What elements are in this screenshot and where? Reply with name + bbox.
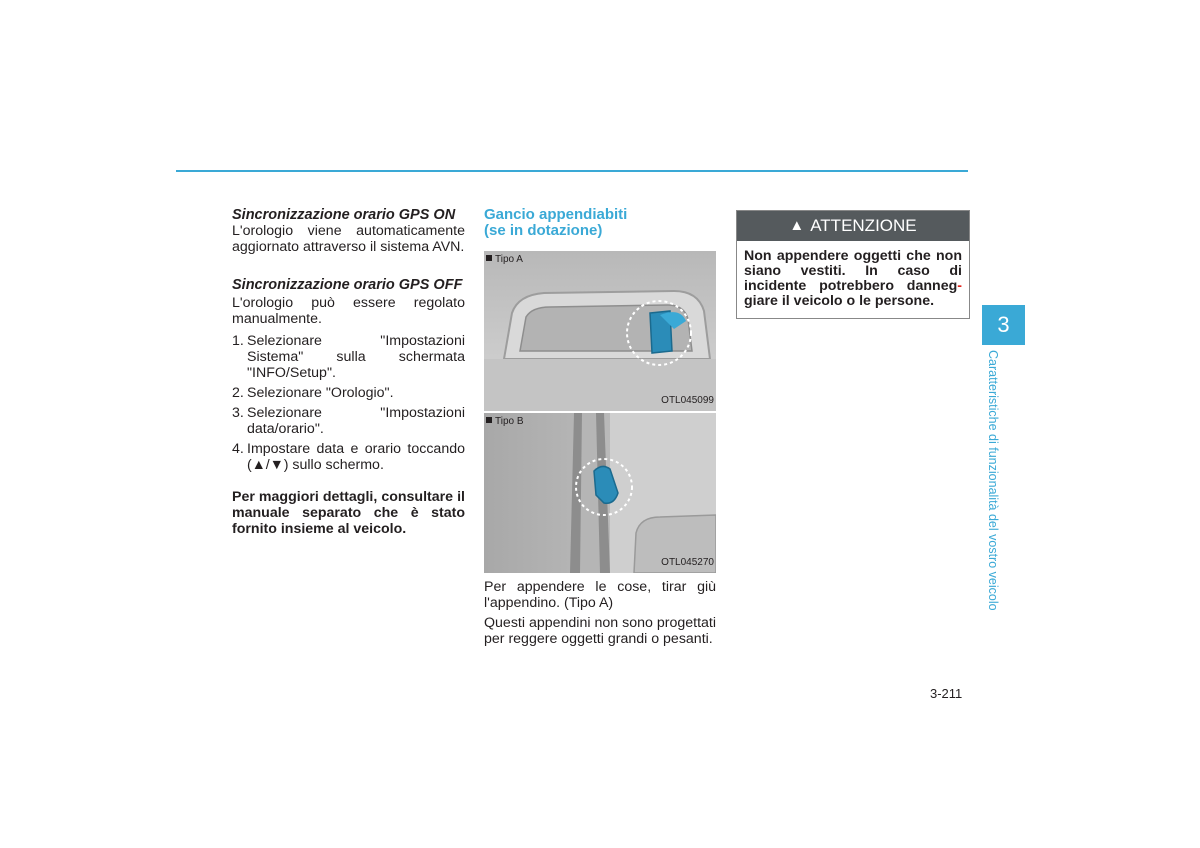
hook-usage-text: Per appendere le cose, tirar giù l'appendino. (Tipo A) — [484, 579, 716, 611]
warning-header — [737, 211, 969, 241]
figure-label — [486, 414, 524, 430]
step-text: Selezionare "Orologio". — [247, 385, 394, 401]
middle-column — [484, 207, 716, 647]
list-item — [232, 405, 465, 437]
figure-label-text: Tipo A — [495, 254, 523, 265]
warning-text-main: Non appendere oggetti che non siano vestiti. In caso di incidente potrebbero danneg — [744, 248, 962, 294]
figure-label-text: Tipo B — [495, 416, 524, 427]
step-text: Impostare data e orario toccando (▲/▼) sullo schermo. — [247, 441, 465, 473]
hook-load-text: Questi appendini non sono progettati per reggere oggetti grandi o pesanti. — [484, 615, 716, 647]
details-note: Per maggiori dettagli, consultare il manuale separato che è stato fornito insieme al veicolo. — [232, 489, 465, 537]
step-number: 1. — [232, 333, 244, 349]
step-number: 4. — [232, 441, 244, 457]
left-column — [232, 207, 465, 537]
figure-label — [486, 252, 523, 268]
section-title-line1: Gancio appendiabiti — [484, 206, 628, 223]
bullet-square-icon — [486, 417, 492, 423]
bullet-square-icon — [486, 255, 492, 261]
header-rule — [176, 170, 968, 172]
section-title — [484, 207, 716, 239]
right-column — [736, 210, 968, 319]
warning-text — [737, 241, 969, 318]
gps-off-heading: Sincronizzazione orario GPS OFF — [232, 277, 463, 293]
warning-box — [736, 210, 970, 319]
steps-list — [232, 333, 465, 473]
list-item — [232, 441, 465, 473]
chapter-tab: 3 — [982, 305, 1025, 345]
step-number: 2. — [232, 385, 244, 401]
warning-text-end: giare il veicolo o le persone. — [744, 293, 935, 309]
warning-hyphen: - — [957, 278, 962, 294]
figure-code: OTL045270 — [661, 557, 714, 568]
warning-triangle-icon: ▲ — [789, 217, 805, 234]
gps-on-heading: Sincronizzazione orario GPS ON — [232, 207, 456, 223]
figure-type-a — [484, 251, 716, 411]
list-item — [232, 333, 465, 381]
gps-on-text: L'orologio viene automaticamente aggiornato attraverso il sistema AVN. — [232, 223, 465, 255]
step-text: Selezionare "Impostazioni Sistema" sulla schermata "INFO/Setup". — [247, 333, 465, 381]
coat-hook-b-illustration — [484, 413, 716, 573]
gps-off-text: L'orologio può essere regolato manualmente. — [232, 295, 465, 327]
warning-title: ATTENZIONE — [810, 216, 917, 235]
chapter-title-text: Caratteristiche di funzionalità del vostro veicolo — [986, 350, 1000, 611]
figure-code: OTL045099 — [661, 395, 714, 406]
step-number: 3. — [232, 405, 244, 421]
section-title-line2: (se in dotazione) — [484, 222, 603, 239]
coat-hook-a-illustration — [484, 251, 716, 411]
list-item — [232, 385, 465, 401]
figure-type-b — [484, 413, 716, 573]
chapter-side-title — [986, 350, 1014, 630]
step-text: Selezionare "Impostazioni data/orario". — [247, 405, 465, 437]
page-number: 3-211 — [930, 686, 963, 701]
